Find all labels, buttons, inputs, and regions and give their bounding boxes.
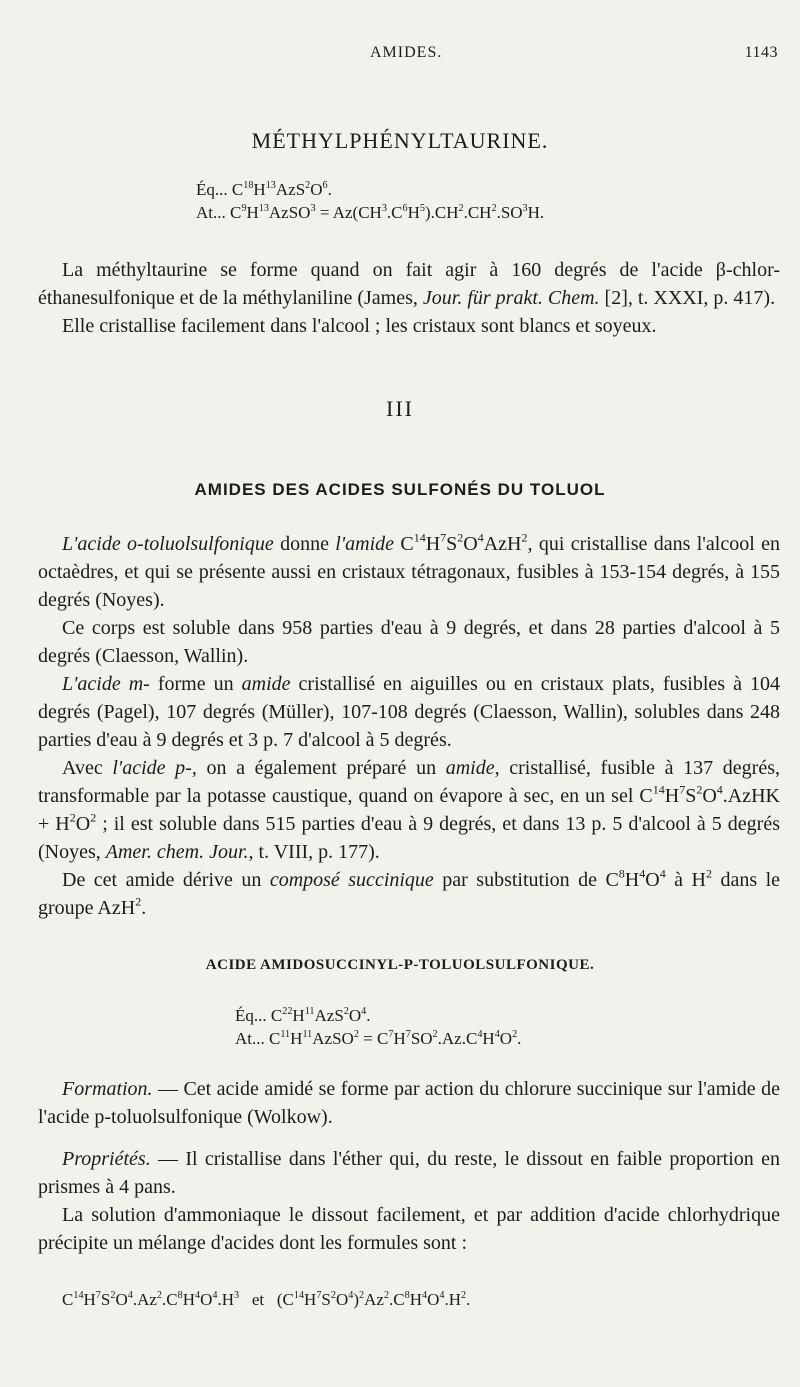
page-number: 1143 [744, 44, 778, 61]
paragraph: De cet amide dérive un composé succinique par substitution de $C^8H^4O^4$ à $H^2$ dans le groupe AzH$^2$. [38, 866, 781, 919]
paragraph: L'acide m- forme un amide cristallisé en aiguilles ou en cristaux plats, fusibles à 104 degrés (Pagel), 107 degrés (Müller), 107-108 degrés (Claesson, Wallin), solubles dans 248 parties d'eau à 9 degrés et 3 p. 7 d'alcool à 5 degrés. [38, 673, 780, 751]
running-head [0, 44, 800, 64]
paragraph: La solution d'ammoniaque le dissout facilement, et par addition d'acide chlorhydrique précipite un mélange d'acides dont les formules sont : [38, 1204, 780, 1254]
paragraph: Ce corps est soluble dans 958 parties d'eau à 9 degrés, et dans 28 parties d'alcool à 5 degrés (Claesson, Wallin). [38, 617, 780, 667]
body-text-1 [38, 256, 780, 340]
body-text-2 [38, 530, 780, 922]
compound-title: MÉTHYLPHÉNYLTAURINE. [251, 128, 549, 153]
final-formula: $C^{14}H^7S^2O^4.Az^2.C^8H^4O^4.H^3$ et $(C^{14}H^7S^2O^4)^2Az^2.C^8H^4O^4.H^2$. [62, 1289, 471, 1309]
paragraph: Avec l'acide p-, on a également préparé un amide, cristallisé, fusible à 137 degrés, transformable par la potasse caustique, quand on évapore à sec, en un sel $C^{14}H^7S^2O^4.AzHK + H^2O^2$ ; il est soluble dans 515 parties d'eau à 9 degrés, et dans 13 p. 5 d'alcool à 5 degrés (Noyes, Amer. chem. Jour., t. VIII, p. 177). [38, 757, 780, 863]
paragraph: Propriétés. — Il cristallise dans l'éther qui, du reste, le dissout en faible proportion en prismes à 4 pans. [38, 1148, 780, 1198]
paragraph: Formation. — Cet acide amidé se forme par action du chlorure succinique sur l'amide de l'acide p-toluolsulfonique (Wolkow). [38, 1078, 780, 1128]
section-title: AMIDES DES ACIDES SULFONÉS DU TOLUOL [194, 480, 606, 499]
paragraph: Elle cristallise facilement dans l'alcool ; les cristaux sont blancs et soyeux. [62, 315, 657, 337]
sub-formula-eq: Éq... $C^{22}H^{11}AzS^2O^4$. [235, 1005, 371, 1025]
compound-formula-eq: Éq... $C^{18}H^{13}AzS^2O^6$. [196, 179, 332, 199]
paragraph: L'acide o-toluolsulfonique donne l'amide $C^{14}H^7S^2O^4AzH^2$, qui cristallise dans l'alcool en octaèdres, et qui se présente aussi en cristaux tétragonaux, fusibles à 153-154 degrés, à 155 degrés (Noyes). [38, 530, 780, 611]
subsection-title: ACIDE AMIDOSUCCINYL-P-TOLUOLSULFONIQUE. [205, 957, 595, 973]
compound-formula-at: At... $C^9H^{13}AzSO^3 = Az(CH^3.C^6H^5).CH^2.CH^2.SO^3H$. [196, 202, 545, 222]
paragraph: La méthyltaurine se forme quand on fait agir à 160 degrés de l'acide β-chlor-éthanesulfonique et de la méthylaniline (James, Jour. für prakt. Chem. [2], t. XXXI, p. 417). [38, 259, 780, 309]
body-text-3 [38, 1075, 780, 1257]
running-head-title: AMIDES. [370, 44, 443, 61]
sub-formula-at: At... $C^{11}H^{11}AzSO^2 = C^7H^7SO^2.Az.C^4H^4O^2$. [235, 1028, 522, 1048]
section-number: III [386, 396, 414, 421]
